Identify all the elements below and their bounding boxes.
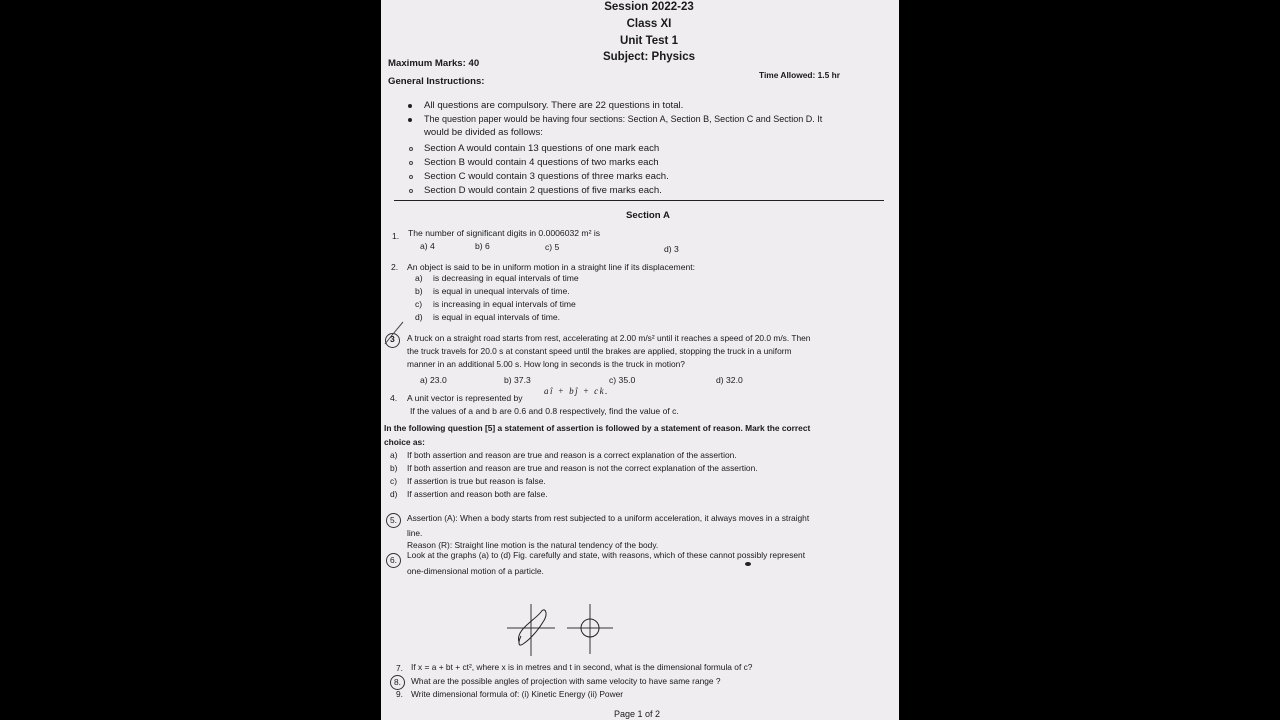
assertion-option-label: c): [390, 476, 397, 486]
q3-option: c) 35.0: [609, 375, 636, 385]
q1-option: b) 6: [475, 241, 490, 251]
instruction-item-continued: would be divided as follows:: [424, 127, 543, 138]
q4-number: 4.: [390, 393, 398, 403]
q5-reason: Reason (R): Straight line motion is the natural tendency of the body.: [407, 540, 659, 550]
q3-number: 3: [390, 334, 395, 344]
section-info: Section A would contain 13 questions of one mark each: [424, 143, 660, 154]
section-info: Section D would contain 2 questions of five marks each.: [424, 185, 662, 196]
q2-option: is equal in equal intervals of time.: [433, 312, 561, 322]
session-label: Session 2022-23: [604, 1, 694, 13]
q4-text-line2: If the values of a and b are 0.6 and 0.8 respectively, find the value of c.: [410, 406, 679, 416]
q3-text-line: manner in an additional 5.00 s. How long in seconds is the truck in motion?: [407, 359, 685, 369]
assertion-option-label: d): [390, 489, 398, 499]
q2-text: An object is said to be in uniform motion in a straight line if its displacement:: [407, 262, 696, 272]
ink-dot: [745, 562, 751, 566]
subject-label: Subject: Physics: [602, 51, 696, 63]
q1-number: 1.: [392, 231, 400, 241]
section-a-heading: Section A: [626, 210, 670, 221]
circle-bullet-icon: [409, 175, 413, 179]
test-label: Unit Test 1: [620, 35, 678, 47]
q3-option: d) 32.0: [716, 375, 743, 385]
q1-option: a) 4: [420, 241, 435, 251]
instruction-item: The question paper would be having four sections: Section A, Section B, Section C and Section D. It: [424, 114, 823, 124]
divider: [394, 200, 884, 201]
page-number: Page 1 of 2: [614, 709, 661, 719]
assertion-option: If both assertion and reason are true and reason is a correct explanation of the assertion.: [407, 450, 737, 460]
q3-text-line: the truck travels for 20.0 s at constant speed until the brakes are applied, stopping the truck in a uniform: [407, 346, 792, 356]
circle-bullet-icon: [409, 189, 413, 193]
assertion-instruction-continued: choice as:: [384, 437, 425, 447]
q4-text: A unit vector is represented by: [407, 393, 523, 403]
q3-option: b) 37.3: [504, 375, 531, 385]
general-instructions-heading: General Instructions:: [388, 76, 485, 87]
class-label: Class XI: [626, 18, 672, 30]
assertion-option-label: b): [390, 463, 398, 473]
circle-bullet-icon: [409, 161, 413, 165]
q2-option-label: a): [415, 273, 423, 283]
q9-number: 9.: [396, 689, 403, 699]
q2-option: is equal in unequal intervals of time.: [433, 286, 570, 296]
q3-option: a) 23.0: [420, 375, 447, 385]
q2-option-label: b): [415, 286, 423, 296]
max-marks: Maximum Marks: 40: [388, 58, 480, 69]
q2-option-label: c): [415, 299, 423, 309]
q3-text-line: A truck on a straight road starts from rest, accelerating at 2.00 m/s² until it reaches a speed of 20.0 m/s. Then: [407, 333, 811, 343]
q6-text-continued: one-dimensional motion of a particle.: [407, 566, 544, 576]
circle-bullet-icon: [409, 147, 413, 151]
q6-text: Look at the graphs (a) to (d) Fig. carefully and state, with reasons, which of these cannot possibly represent: [407, 550, 806, 560]
assertion-option: If assertion and reason both are false.: [407, 489, 548, 499]
assertion-option-label: a): [390, 450, 398, 460]
q1-option: d) 3: [664, 244, 679, 254]
q7-number: 7.: [396, 663, 403, 673]
exam-paper: [381, 0, 899, 720]
q2-option: is increasing in equal intervals of time: [433, 299, 576, 309]
q1-text: The number of significant digits in 0.0006032 m² is: [408, 228, 601, 238]
q4-vector-expression: aî + bĵ + ck.: [544, 386, 609, 396]
q8-text: What are the possible angles of projection with same velocity to have same range ?: [411, 676, 721, 686]
bullet-icon: [408, 118, 412, 122]
assertion-instruction: In the following question [5] a statement of assertion is followed by a statement of reason. Mark the correct: [384, 423, 811, 433]
q2-option: is decreasing in equal intervals of time: [433, 273, 579, 283]
q1-option: c) 5: [545, 242, 560, 252]
q2-option-label: d): [415, 312, 423, 322]
q5-assertion-continued: line.: [407, 528, 423, 538]
q6-number: 6.: [390, 555, 397, 565]
graph-figure-loop: [505, 600, 559, 660]
instruction-item: All questions are compulsory. There are 22 questions in total.: [424, 100, 684, 111]
q2-number: 2.: [391, 262, 399, 272]
section-info: Section B would contain 4 questions of two marks each: [424, 157, 659, 168]
q7-text: If x = a + bt + ct², where x is in metres and t in second, what is the dimensional formula of c?: [411, 662, 753, 672]
q9-text: Write dimensional formula of: (i) Kinetic Energy (ii) Power: [411, 689, 624, 699]
q8-number: 8.: [394, 677, 401, 687]
q5-number: 5.: [390, 515, 397, 525]
section-info: Section C would contain 3 questions of three marks each.: [424, 171, 669, 182]
q5-assertion: Assertion (A): When a body starts from rest subjected to a uniform acceleration, it always moves in a straight: [407, 513, 810, 523]
bullet-icon: [408, 104, 412, 108]
assertion-option: If assertion is true but reason is false.: [407, 476, 546, 486]
assertion-option: If both assertion and reason are true and reason is not the correct explanation of the assertion.: [407, 463, 758, 473]
graph-figure-circle: [565, 602, 615, 658]
time-allowed: Time Allowed: 1.5 hr: [759, 70, 840, 80]
